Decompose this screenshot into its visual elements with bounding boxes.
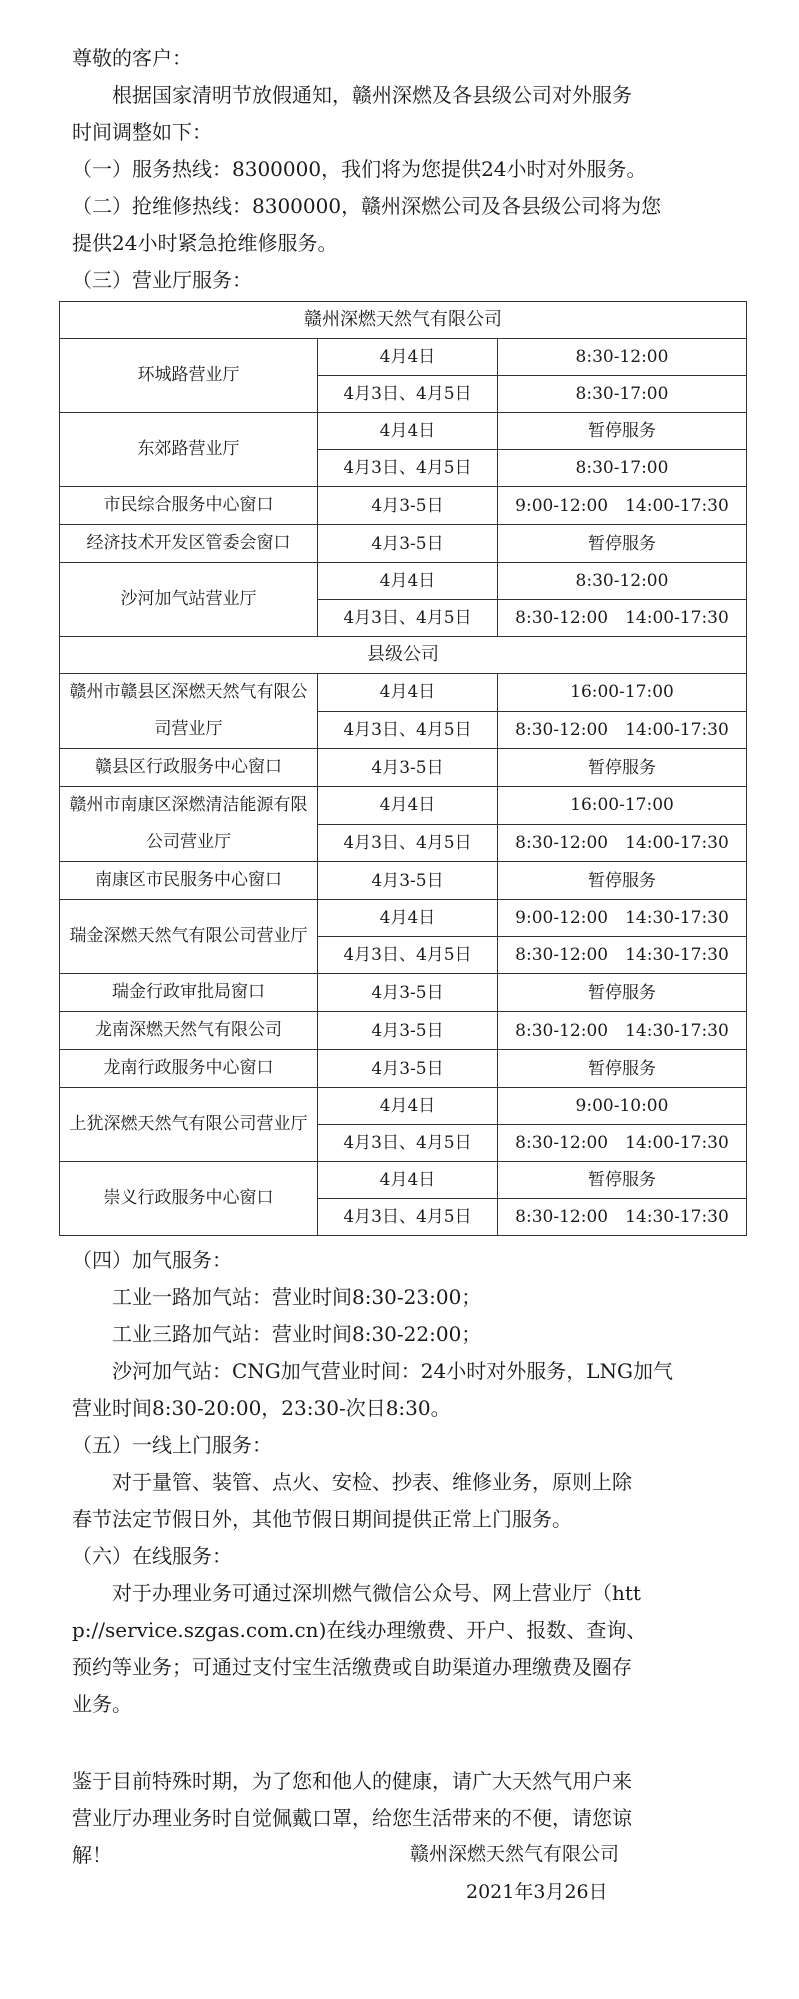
signature-block — [410, 1835, 619, 1911]
signature-date: 2021年3月26日 — [466, 1881, 608, 1903]
hours-cell: 8:30-12:00 14:30-17:30 — [498, 1012, 747, 1050]
section-6-title: （六）在线服务： — [72, 1544, 232, 1568]
table-row — [60, 1088, 747, 1125]
date-cell: 4月3日、4月5日 — [318, 1125, 498, 1162]
office-name-cell: 南康区市民服务中心窗口 — [60, 862, 318, 900]
office-name-cell: 瑞金行政审批局窗口 — [60, 974, 318, 1012]
section-2-repair-line-2: 提供24小时紧急抢维修服务。 — [72, 231, 338, 255]
date-cell: 4月3日、4月5日 — [318, 1199, 498, 1236]
section-6-line-1: 对于办理业务可通过深圳燃气微信公众号、网上营业厅（htt — [112, 1581, 641, 1605]
office-name-cell: 赣县区行政服务中心窗口 — [60, 749, 318, 787]
hours-cell: 8:30-17:00 — [498, 376, 747, 413]
greeting: 尊敬的客户： — [72, 46, 192, 70]
table-row — [60, 862, 747, 900]
signature-company: 赣州深燃天然气有限公司 — [410, 1843, 620, 1865]
hours-cell: 9:00-12:00 14:30-17:30 — [498, 900, 747, 937]
table-row — [60, 563, 747, 600]
section-3-title: （三）营业厅服务： — [72, 268, 252, 292]
closing-line-2: 营业厅办理业务时自觉佩戴口罩，给您生活带来的不便，请您谅 — [72, 1806, 632, 1830]
date-cell: 4月4日 — [318, 1162, 498, 1199]
office-name-cell: 东郊路营业厅 — [60, 413, 318, 487]
hours-cell: 8:30-17:00 — [498, 450, 747, 487]
date-cell: 4月4日 — [318, 413, 498, 450]
date-cell: 4月3-5日 — [318, 974, 498, 1012]
section-4-title: （四）加气服务： — [72, 1248, 232, 1272]
section-4-line-2: 工业三路加气站：营业时间8:30-22:00； — [112, 1322, 482, 1346]
date-cell: 4月3-5日 — [318, 487, 498, 525]
section-5-title: （五）一线上门服务： — [72, 1433, 272, 1457]
notice-document — [69, 40, 752, 1874]
section-4-line-1: 工业一路加气站：营业时间8:30-23:00； — [112, 1285, 482, 1309]
hours-cell: 暂停服务 — [498, 1162, 747, 1199]
date-cell: 4月3日、4月5日 — [318, 450, 498, 487]
office-name-cell: 龙南深燃天然气有限公司 — [60, 1012, 318, 1050]
table-section-city-company: 赣州深燃天然气有限公司 — [60, 302, 747, 339]
office-name-cell: 崇义行政服务中心窗口 — [60, 1162, 318, 1236]
hours-cell: 暂停服务 — [498, 974, 747, 1012]
office-name-cell: 经济技术开发区管委会窗口 — [60, 525, 318, 563]
date-cell: 4月3日、4月5日 — [318, 824, 498, 862]
table-row — [60, 787, 747, 825]
office-name-cell: 瑞金深燃天然气有限公司营业厅 — [60, 900, 318, 974]
date-cell: 4月3-5日 — [318, 749, 498, 787]
date-cell: 4月4日 — [318, 339, 498, 376]
table-row — [60, 900, 747, 937]
date-cell: 4月3-5日 — [318, 1050, 498, 1088]
table-row — [60, 1012, 747, 1050]
office-name-cell: 环城路营业厅 — [60, 339, 318, 413]
date-cell: 4月4日 — [318, 787, 498, 825]
date-cell: 4月3日、4月5日 — [318, 376, 498, 413]
hours-cell: 暂停服务 — [498, 749, 747, 787]
intro-line-1: 根据国家清明节放假通知，赣州深燃及各县级公司对外服务 — [112, 83, 632, 107]
date-cell: 4月3-5日 — [318, 1012, 498, 1050]
hours-cell: 暂停服务 — [498, 1050, 747, 1088]
date-cell: 4月3-5日 — [318, 862, 498, 900]
hours-cell: 8:30-12:00 14:00-17:30 — [498, 1125, 747, 1162]
section-5-line-1: 对于量管、装管、点火、安检、抄表、维修业务，原则上除 — [112, 1470, 632, 1494]
table-row — [60, 1050, 747, 1088]
table-row — [60, 674, 747, 712]
hours-cell: 16:00-17:00 — [498, 787, 747, 825]
hours-cell: 9:00-10:00 — [498, 1088, 747, 1125]
hours-cell: 9:00-12:00 14:00-17:30 — [498, 487, 747, 525]
section-4-line-3: 沙河加气站：CNG加气营业时间：24小时对外服务，LNG加气 — [112, 1359, 673, 1383]
table-section-row — [60, 302, 747, 339]
closing-line-3: 解！ — [72, 1843, 112, 1867]
date-cell: 4月4日 — [318, 900, 498, 937]
hours-cell: 8:30-12:00 — [498, 563, 747, 600]
table-row — [60, 339, 747, 376]
section-1-hotline: （一）服务热线：8300000，我们将为您提供24小时对外服务。 — [72, 157, 647, 181]
service-hours-table — [59, 301, 747, 1236]
hours-cell: 8:30-12:00 14:30-17:30 — [498, 937, 747, 974]
office-name-cell: 沙河加气站营业厅 — [60, 563, 318, 637]
table-row — [60, 525, 747, 563]
office-name-cell: 上犹深燃天然气有限公司营业厅 — [60, 1088, 318, 1162]
date-cell: 4月3日、4月5日 — [318, 600, 498, 637]
office-name-cell: 龙南行政服务中心窗口 — [60, 1050, 318, 1088]
section-2-repair-line-1: （二）抢维修热线：8300000，赣州深燃公司及各县级公司将为您 — [72, 194, 662, 218]
hours-cell: 暂停服务 — [498, 525, 747, 563]
office-name-cell: 赣州市赣县区深燃天然气有限公司营业厅 — [60, 674, 318, 749]
table-row — [60, 749, 747, 787]
hours-cell: 暂停服务 — [498, 862, 747, 900]
table-row — [60, 413, 747, 450]
section-6-line-3: 预约等业务；可通过支付宝生活缴费或自助渠道办理缴费及圈存 — [72, 1655, 632, 1679]
date-cell: 4月4日 — [318, 1088, 498, 1125]
hours-cell: 16:00-17:00 — [498, 674, 747, 712]
section-4-line-4: 营业时间8:30-20:00，23:30-次日8:30。 — [72, 1396, 451, 1420]
table-section-county-companies: 县级公司 — [60, 637, 747, 674]
table-row — [60, 487, 747, 525]
section-6-line-2: p://service.szgas.com.cn)在线办理缴费、开户、报数、查询、 — [72, 1618, 647, 1642]
hours-cell: 8:30-12:00 — [498, 339, 747, 376]
hours-cell: 8:30-12:00 14:00-17:30 — [498, 600, 747, 637]
hours-cell: 8:30-12:00 14:00-17:30 — [498, 711, 747, 749]
date-cell: 4月3日、4月5日 — [318, 711, 498, 749]
hours-cell: 暂停服务 — [498, 413, 747, 450]
date-cell: 4月3-5日 — [318, 525, 498, 563]
date-cell: 4月3日、4月5日 — [318, 937, 498, 974]
hours-cell: 8:30-12:00 14:00-17:30 — [498, 824, 747, 862]
section-6-line-4: 业务。 — [72, 1692, 132, 1716]
section-5-line-2: 春节法定节假日外，其他节假日期间提供正常上门服务。 — [72, 1507, 572, 1531]
office-name-cell: 赣州市南康区深燃清洁能源有限公司营业厅 — [60, 787, 318, 862]
closing-line-1: 鉴于目前特殊时期，为了您和他人的健康，请广大天然气用户来 — [72, 1769, 632, 1793]
office-name-cell: 市民综合服务中心窗口 — [60, 487, 318, 525]
intro-line-2: 时间调整如下： — [72, 120, 212, 144]
date-cell: 4月4日 — [318, 674, 498, 712]
table-section-row — [60, 637, 747, 674]
hours-cell: 8:30-12:00 14:30-17:30 — [498, 1199, 747, 1236]
table-row — [60, 1162, 747, 1199]
table-row — [60, 974, 747, 1012]
date-cell: 4月4日 — [318, 563, 498, 600]
